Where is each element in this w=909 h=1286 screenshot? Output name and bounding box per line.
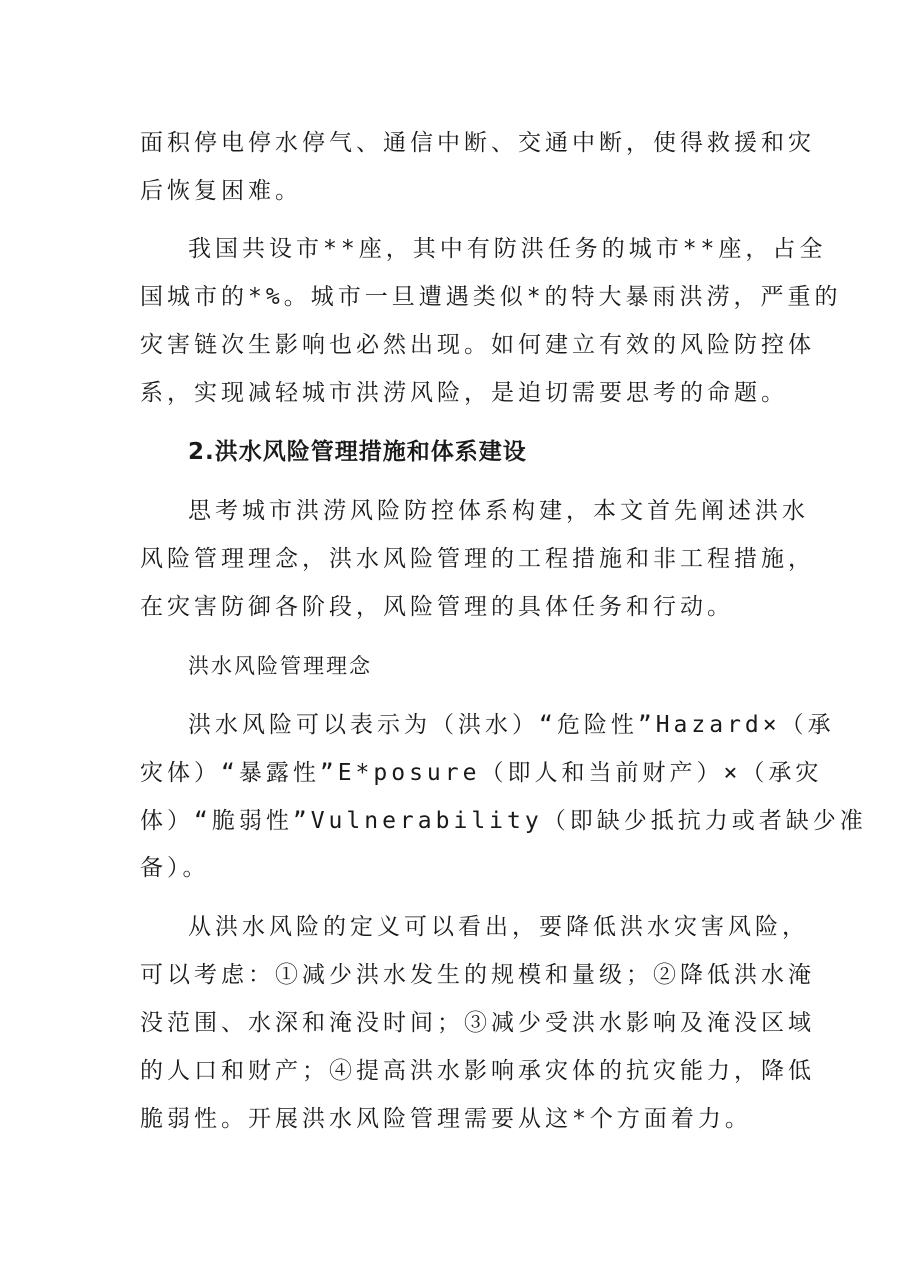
paragraph-2-line-1: 我国共设市**座，其中有防洪任务的城市**座，占全 bbox=[188, 236, 827, 262]
paragraph-4-line-1: 洪水风险可以表示为（洪水）“危险性”Hazard×（承 bbox=[188, 712, 835, 738]
paragraph-1-line-1: 面积停电停水停气、通信中断、交通中断，使得救援和灾 bbox=[140, 130, 815, 156]
section-heading: 2.洪水风险管理措施和体系建设 bbox=[188, 439, 527, 465]
paragraph-3-line-1: 思考城市洪涝风险防控体系构建，本文首先阐述洪水 bbox=[188, 498, 809, 524]
paragraph-3-line-3: 在灾害防御各阶段，风险管理的具体任务和行动。 bbox=[140, 594, 734, 620]
paragraph-3-line-2: 风险管理理念，洪水风险管理的工程措施和非工程措施， bbox=[140, 546, 815, 572]
paragraph-5-line-2: 可以考虑：①减少洪水发生的规模和量级；②降低洪水淹 bbox=[140, 962, 815, 988]
paragraph-2-line-2: 国城市的*%。城市一旦遭遇类似*的特大暴雨洪涝，严重的 bbox=[140, 284, 842, 310]
paragraph-5-line-1: 从洪水风险的定义可以看出，要降低洪水灾害风险， bbox=[188, 914, 809, 940]
paragraph-1-line-2: 后恢复困难。 bbox=[140, 178, 302, 204]
paragraph-4-line-4: 备）。 bbox=[140, 855, 210, 881]
subsection-heading: 洪水风险管理理念 bbox=[188, 654, 372, 678]
paragraph-5-line-3: 没范围、水深和淹没时间；③减少受洪水影响及淹没区域 bbox=[140, 1010, 815, 1036]
paragraph-2-line-4: 系，实现减轻城市洪涝风险，是迫切需要思考的命题。 bbox=[140, 380, 788, 406]
paragraph-5-line-5: 脆弱性。开展洪水风险管理需要从这*个方面着力。 bbox=[140, 1106, 752, 1132]
paragraph-5-line-4: 的人口和财产；④提高洪水影响承灾体的抗灾能力，降低 bbox=[140, 1058, 815, 1084]
paragraph-4-line-3: 体）“脆弱性”Vulnerability（即缺少抵抗力或者缺少准 bbox=[140, 808, 867, 834]
paragraph-4-line-2: 灾体）“暴露性”E*posure（即人和当前财产）×（承灾 bbox=[140, 760, 823, 786]
paragraph-2-line-3: 灾害链次生影响也必然出现。如何建立有效的风险防控体 bbox=[140, 332, 815, 358]
